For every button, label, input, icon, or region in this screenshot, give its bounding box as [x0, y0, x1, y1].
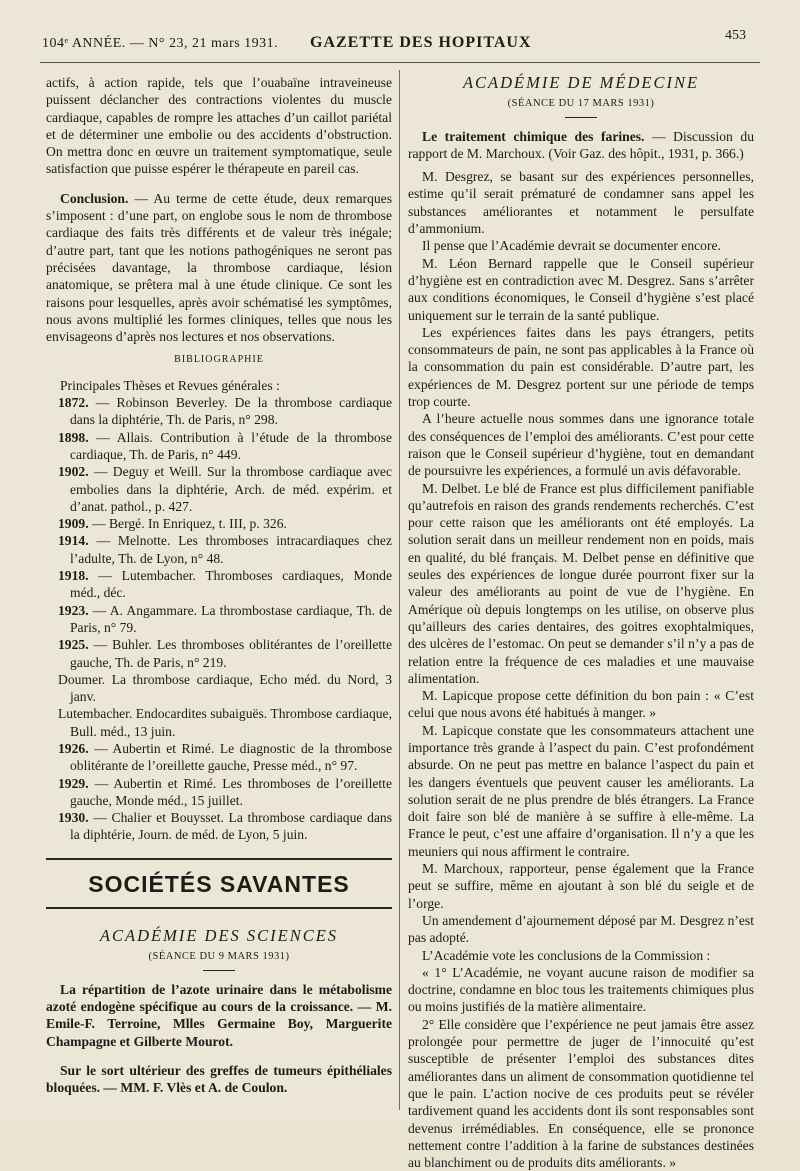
- conclusion-label: Conclusion.: [60, 190, 129, 206]
- academie-medecine-title: ACADÉMIE DE MÉDECINE: [462, 73, 700, 92]
- academie-sciences-title: ACADÉMIE DES SCIENCES: [99, 926, 339, 946]
- medecine-paragraph: « 1° L’Académie, ne voyant aucune raison de modifier sa doctrine, condamne en bloc tous les traitements chimiques plus ou moins justifiés de la matière alimentaire.: [408, 964, 754, 1015]
- bibliography-year: 1872.: [58, 395, 89, 411]
- bibliography-year: 1898.: [58, 429, 89, 445]
- topic-farines: [408, 128, 754, 163]
- medecine-paragraph: M. Léon Bernard rappelle que le Conseil supérieur d’hygiène est en contradiction avec M. Desgrez. Sans s’arrêter aux conditions économiques, le Conseil d’hygiène s’est placé uniquement sur le terrain de la santé publique.: [408, 255, 754, 323]
- paragraph-conclusion: [46, 190, 392, 346]
- bibliography-entry: [46, 740, 392, 775]
- bibliography-entry: [46, 532, 392, 567]
- page-number: 453: [725, 28, 746, 43]
- bibliography-text: — Deguy et Weill. Sur la thrombose cardiaque avec embolies dans la diphtérie, Arch. de méd. expérim. et d’anat. pathol., p. 427.: [70, 464, 392, 514]
- bibliography-entry: [46, 567, 392, 602]
- bibliography-heading: BIBLIOGRAPHIE: [174, 354, 264, 366]
- running-header: [42, 28, 754, 58]
- bibliography-entry: [46, 463, 392, 515]
- bibliography-entry: [46, 775, 392, 810]
- seance-medecine: (SÉANCE DU 17 MARS 1931): [507, 98, 655, 110]
- bibliography-year: 1925.: [58, 637, 89, 653]
- bibliography-text: — A. Angammare. La thrombostase cardiaque, Th. de Paris, n° 79.: [70, 602, 392, 635]
- medecine-paragraphs: [408, 168, 754, 1171]
- medecine-paragraph: 2° Elle considère que l’expérience ne peut jamais être assez prolongée pour permettre de juger de l’innocuité qu’est susceptible de présenter l’emploi des substances dites améliorantes dans un aliment de consommation quotidienne tel que le pain. L’action nocive de ces produits peut se révéler tardivement quand les accidents dont ils sont responsables sont devenus irrémédiables. En conséquence, elle se prononce nettement contre l’addition à la farine de substances destinées au blanchiment ou de produits dits améliorants. »: [408, 1016, 754, 1171]
- left-column: [46, 74, 392, 1096]
- bibliography-year: 1909.: [58, 516, 89, 532]
- bibliography-entry: [46, 515, 392, 532]
- medecine-paragraph: M. Delbet. Le blé de France est plus difficilement panifiable qu’autrefois en raison des grands rendements recherchés. C’est pour cette raison que les améliorants ont été employés. La solution serait dans un meilleur rendement non en poids, mais en qualité, du blé français. M. Delbet pense en définitive que seules des expériences de longue durée pourront fixer sur la valeur des améliorants au point de vue de l’hygiène. En Amérique où depuis longtemps on les utilise, on observe plus qu’ailleurs des caries dentaires, des goitres exophtalmiques, des ulcères de l’estomac. On peut se demander s’il n’y a pas de relation entre la fréquence de ces maladies et une mauvaise alimentation.: [408, 480, 754, 686]
- bibliography-text: — Robinson Beverley. De la thrombose cardiaque dans la diphtérie, Th. de Paris, n° 298.: [70, 395, 392, 428]
- medecine-paragraph: M. Lapicque propose cette définition du bon pain : « C’est celui que nous avons été habitués à manger. »: [408, 688, 754, 721]
- sciences-item-azote: La répartition de l’azote urinaire dans le métabolisme azoté endogène spécifique au cours de la croissance. — M. Emile-F. Terroine, Mlles Germaine Boy, Marguerite Champagne et Gilberte Mourot.: [46, 981, 392, 1049]
- bibliography-entry: [46, 705, 392, 740]
- bibliography-year: 1923.: [58, 602, 89, 618]
- topic-rest: — Discussion du rapport de M. Marchoux. (Voir Gaz. des hôpit., 1931, p. 366.): [408, 128, 754, 161]
- medecine-paragraph: Les expériences faites dans les pays étrangers, petits consommateurs de pain, ne sont pas applicables à la France où la consommation du pain est considérable. D’autre part, les expériences de M. Desgrez portent sur une période de temps trop courte.: [408, 324, 754, 410]
- bibliography-year: 1926.: [58, 740, 89, 756]
- medecine-paragraph: L’Académie vote les conclusions de la Commission :: [422, 947, 711, 963]
- bibliography-text: — Buhler. Les thromboses oblitérantes de l’oreillette gauche, Th. de Paris, n° 219.: [70, 637, 392, 670]
- bibliography-year: 1914.: [58, 533, 89, 549]
- medecine-paragraph: Il pense que l’Académie devrait se documenter encore.: [422, 238, 721, 254]
- bibliography-entry: [46, 636, 392, 671]
- bibliography-year: 1930.: [58, 810, 89, 826]
- header-rule: [40, 62, 760, 63]
- bibliography-text: — Melnotte. Les thromboses intracardiaques chez l’adulte, Th. de Lyon, n° 48.: [70, 533, 392, 566]
- bibliography-list: [46, 394, 392, 844]
- bibliography-text: — Lutembacher. Thromboses cardiaques, Monde méd., déc.: [70, 568, 392, 601]
- bibliography-text: — Aubertin et Rimé. Les thromboses de l’oreillette gauche, Monde méd., 15 juillet.: [70, 775, 392, 808]
- medecine-paragraph: A l’heure actuelle nous sommes dans une ignorance totale des conséquences de l’emploi des améliorants. C’est pour cette raison que le Conseil supérieur d’hygiène, tout en demandant de poursuivre les expériences, a formulé un avis défavorable.: [408, 411, 754, 479]
- journal-title: GAZETTE DES HOPITAUX: [310, 34, 532, 51]
- bibliography-entry: [46, 671, 392, 706]
- bibliography-text: Doumer. La thrombose cardiaque, Echo méd. du Nord, 3 janv.: [58, 671, 392, 705]
- seance-sciences: (SÉANCE DU 9 MARS 1931): [148, 951, 290, 963]
- bibliography-year: 1902.: [58, 464, 89, 480]
- short-rule: [565, 117, 597, 118]
- sciences-item-greffes: Sur le sort ultérieur des greffes de tumeurs épithéliales bloquées. — MM. F. Vlès et A. de Coulon.: [46, 1062, 392, 1096]
- topic-title: Le traitement chimique des farines.: [422, 128, 645, 144]
- bibliography-entry: [46, 429, 392, 464]
- bibliography-text: — Allais. Contribution à l’étude de la thrombose cardiaque, Th. de Paris, n° 449.: [70, 429, 392, 462]
- bibliography-entry: [46, 602, 392, 637]
- bibliography-text: — Aubertin et Rimé. Le diagnostic de la thrombose oblitérante de l’oreillette gauche, Presse méd., n° 97.: [70, 740, 392, 774]
- paragraph-ouabaine: actifs, à action rapide, tels que l’ouabaïne intraveineuse puissent déclancher des contractions violentes du muscle cardiaque, capables de rompre les attaches d’un caillot pariétal et de déterminer une embolie ou des accidents d’obstruction. On mettra donc en œuvre un traitement symptomatique, seule satisfaction que puisse espérer le thérapeute en pareil cas.: [46, 75, 392, 177]
- bibliography-year: 1929.: [58, 775, 89, 791]
- bibliography-text: — Bergé. In Enriquez, t. III, p. 326.: [88, 516, 287, 532]
- bibliography-year: 1918.: [58, 568, 89, 584]
- issue-line: 104ᵉ ANNÉE. — N° 23, 21 mars 1931.: [42, 36, 279, 51]
- societes-savantes-banner: SOCIÉTÉS SAVANTES: [46, 858, 392, 909]
- column-divider: [399, 70, 400, 1110]
- right-column: [408, 74, 754, 1171]
- short-rule: [203, 970, 235, 971]
- conclusion-text: — Au terme de cette étude, deux remarques s’imposent : d’une part, on englobe sous le nom de thrombose cardiaque des faits très différents et de valeur très inégale; d’autre part, tant que les notions pathogéniques ne seront pas précisées davantage, la thrombose cardiaque, lésion anatomique, se prêtera mal à une étude clinique. Ce sont les raisons pour lesquelles, après avoir schématisé les symptômes, nous avons multiplié les formes cliniques, telles que nous les envisageons d’après nos lectures et nos observations.: [46, 190, 392, 345]
- bibliography-text: — Chalier et Bouysset. La thrombose cardiaque dans la diphtérie, Journ. de méd. de Lyon, 5 juin.: [70, 810, 392, 843]
- medecine-paragraph: M. Desgrez, se basant sur des expériences personnelles, estime qu’il serait prématuré de condamner sans appel les substances améliorantes et notamment le persulfate d’ammonium.: [408, 169, 754, 237]
- medecine-paragraph: M. Lapicque constate que les consommateurs attachent une importance très grande à l’aspect du pain. C’est profondément absurde. On ne peut pas mettre en balance l’aspect du pain et les dangers éventuels que peuvent causer les améliorants. La solution serait de ne plus prendre de blés étrangers. La France doit faire son blé de manière à se suffire à elle-même. La France le peut, c’est une affaire d’organisation. Il n’y a que les meuniers qui nous affirment le contraire.: [408, 722, 754, 859]
- medecine-paragraph: Un amendement d’ajournement déposé par M. Desgrez n’est pas adopté.: [408, 912, 754, 946]
- bibliography-text: Lutembacher. Endocardites subaiguës. Thrombose cardiaque, Bull. méd., 13 juin.: [58, 706, 392, 739]
- medecine-paragraph: M. Marchoux, rapporteur, pense également que la France peut se suffire, même en ajoutant à son blé du seigle et de l’orge.: [408, 861, 754, 911]
- bibliography-entry: [46, 394, 392, 429]
- bibliography-intro: Principales Thèses et Revues générales :: [60, 377, 280, 393]
- bibliography-entry: [46, 809, 392, 844]
